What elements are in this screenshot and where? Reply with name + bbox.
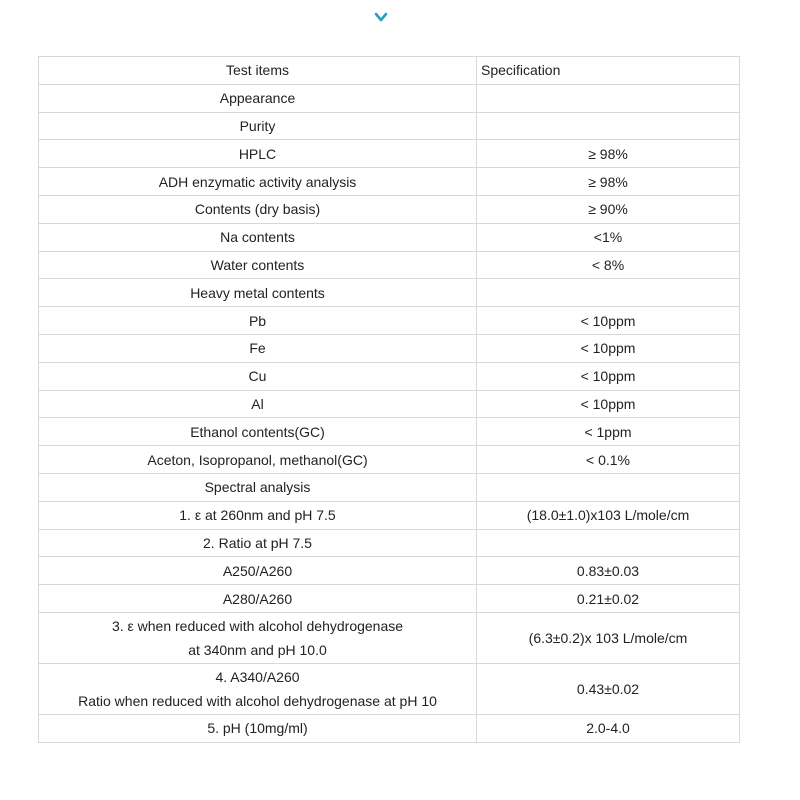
table-row bbox=[39, 446, 740, 474]
row-spec bbox=[477, 473, 740, 501]
row-spec bbox=[477, 279, 740, 307]
table-row bbox=[39, 112, 740, 140]
table-row bbox=[39, 279, 740, 307]
row-item: Water contents bbox=[39, 251, 477, 279]
table-header-row bbox=[39, 57, 740, 85]
row-item-line1: 4. A340/A260 bbox=[215, 668, 300, 685]
row-spec: < 0.1% bbox=[477, 446, 740, 474]
row-item: A250/A260 bbox=[39, 557, 477, 585]
row-spec bbox=[477, 112, 740, 140]
row-spec: (6.3±0.2)x 103 L/mole/cm bbox=[477, 612, 740, 663]
table-row bbox=[39, 529, 740, 557]
row-spec: ≥ 98% bbox=[477, 168, 740, 196]
table-row bbox=[39, 84, 740, 112]
table-row bbox=[39, 168, 740, 196]
table-row bbox=[39, 557, 740, 585]
row-item: Al bbox=[39, 390, 477, 418]
table-row bbox=[39, 195, 740, 223]
row-item: Contents (dry basis) bbox=[39, 195, 477, 223]
row-item: Appearance bbox=[39, 84, 477, 112]
row-spec: 0.83±0.03 bbox=[477, 557, 740, 585]
row-spec: ≥ 98% bbox=[477, 140, 740, 168]
row-item: ADH enzymatic activity analysis bbox=[39, 168, 477, 196]
row-item: A280/A260 bbox=[39, 585, 477, 613]
table-row bbox=[39, 663, 740, 714]
row-spec bbox=[477, 529, 740, 557]
specification-table bbox=[38, 56, 740, 743]
row-spec: < 10ppm bbox=[477, 362, 740, 390]
row-item-line2: at 340nm and pH 10.0 bbox=[188, 641, 327, 658]
row-item: 1. ε at 260nm and pH 7.5 bbox=[39, 501, 477, 529]
row-spec bbox=[477, 84, 740, 112]
table-row bbox=[39, 585, 740, 613]
row-item bbox=[39, 663, 477, 714]
table-row bbox=[39, 251, 740, 279]
row-item: 2. Ratio at pH 7.5 bbox=[39, 529, 477, 557]
table-row bbox=[39, 140, 740, 168]
row-item: Spectral analysis bbox=[39, 473, 477, 501]
row-spec: (18.0±1.0)x103 L/mole/cm bbox=[477, 501, 740, 529]
row-item: Na contents bbox=[39, 223, 477, 251]
row-spec: ≥ 90% bbox=[477, 195, 740, 223]
row-item: Purity bbox=[39, 112, 477, 140]
row-item-line2: Ratio when reduced with alcohol dehydrogenase at pH 10 bbox=[78, 692, 437, 709]
row-spec: < 8% bbox=[477, 251, 740, 279]
row-spec: < 10ppm bbox=[477, 334, 740, 362]
row-item: Cu bbox=[39, 362, 477, 390]
table-row bbox=[39, 362, 740, 390]
header-test-items: Test items bbox=[39, 57, 477, 85]
table-row bbox=[39, 418, 740, 446]
row-item: 5. pH (10mg/ml) bbox=[39, 714, 477, 742]
chevron-down-icon[interactable] bbox=[373, 10, 389, 24]
table-row bbox=[39, 501, 740, 529]
row-item-line1: 3. ε when reduced with alcohol dehydrogenase bbox=[111, 617, 404, 634]
row-item: Ethanol contents(GC) bbox=[39, 418, 477, 446]
row-item bbox=[39, 612, 477, 663]
table-row bbox=[39, 334, 740, 362]
row-spec: < 10ppm bbox=[477, 390, 740, 418]
row-item: Pb bbox=[39, 307, 477, 335]
row-item: Heavy metal contents bbox=[39, 279, 477, 307]
row-item: Aceton, Isopropanol, methanol(GC) bbox=[39, 446, 477, 474]
row-item: Fe bbox=[39, 334, 477, 362]
row-spec: 2.0-4.0 bbox=[477, 714, 740, 742]
row-spec: 0.43±0.02 bbox=[477, 663, 740, 714]
table-row bbox=[39, 714, 740, 742]
table-row bbox=[39, 473, 740, 501]
row-spec: < 1ppm bbox=[477, 418, 740, 446]
table-row bbox=[39, 307, 740, 335]
table-row bbox=[39, 390, 740, 418]
row-spec: 0.21±0.02 bbox=[477, 585, 740, 613]
header-specification: Specification bbox=[477, 57, 740, 85]
row-spec: < 10ppm bbox=[477, 307, 740, 335]
row-item: HPLC bbox=[39, 140, 477, 168]
table-row bbox=[39, 223, 740, 251]
table-row bbox=[39, 612, 740, 663]
row-spec: <1% bbox=[477, 223, 740, 251]
